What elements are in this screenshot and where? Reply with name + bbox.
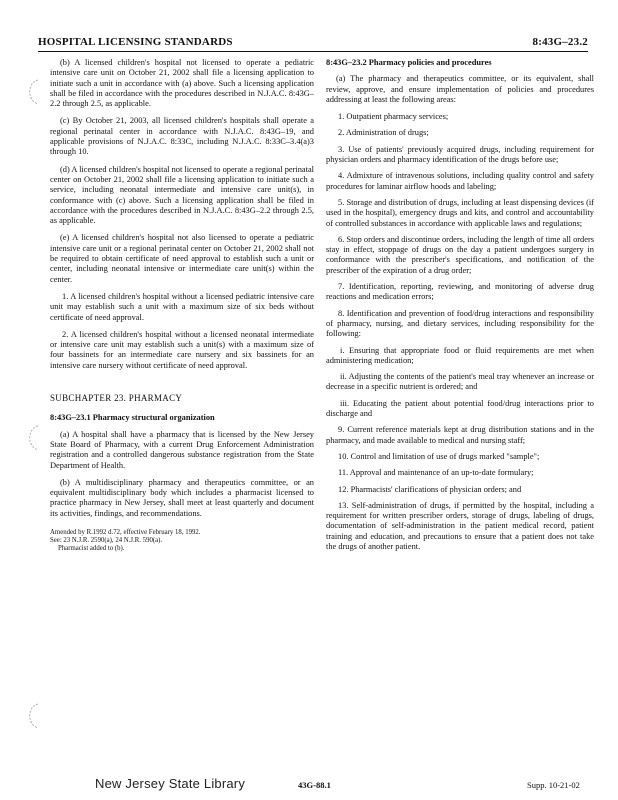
list-item: 5. Storage and distribution of drugs, including at least dispensing devices (if used in the hospital), emergency drugs and kits, and control and accountability of controlled substances in accordance with applicable laws and regulations; [326,197,594,228]
supplement-date: Supp. 10-21-02 [527,780,580,790]
list-item: 9. Current reference materials kept at drug distribution stations and in the pharmacy, and made available to medical and nursing staff; [326,425,594,445]
right-column [326,58,594,558]
list-item: 12. Pharmacists' clarifications of physician orders; and [338,484,522,494]
binder-hole-top [24,78,42,106]
list-item: 8. Identification and prevention of food/drug interactions and responsibility of pharmacy, nursing, and dietary services, including responsibility for the following: [326,308,594,339]
binder-hole-middle [24,424,42,452]
list-item: 13. Self-administration of drugs, if permitted by the hospital, including a requirement for written prescriber orders, storage of drugs, labeling of drugs, documentation of self-administration in the patient medical record, patient training and education, and precautions to ensure that a patient does not take the drugs of another patient. [326,500,594,551]
library-stamp: New Jersey State Library [95,776,246,791]
header-rule [38,51,588,52]
list-item: 7. Identification, reporting, reviewing, and monitoring of adverse drug reactions and medication errors; [326,282,594,302]
section-heading-23-2: 8:43G–23.2 Pharmacy policies and procedures [326,58,492,67]
page-number: 43G-88.1 [298,780,331,790]
list-item: 11. Approval and maintenance of an up-to-date formulary; [338,468,534,478]
subchapter-title: SUBCHAPTER 23. PHARMACY [50,393,183,404]
running-header [38,36,588,52]
list-item: 10. Control and limitation of use of drugs marked "sample"; [338,451,540,461]
list-item: 3. Use of patients' previously acquired drugs, including requirement for physician orders and pharmacy identification of the drugs before use; [326,144,594,165]
paragraph-d: (d) A licensed children's hospital not licensed to operate a regional perinatal center on October 21, 2002 shall file a licensing application to initiate such a service, including neonatal intermediate and intensive care unit(s), in conformance with (c) above. Such a licensing application shall be filed in accordance with the procedures described in N.J.A.C. 8:43G–2.2 through 2.5, as applicable. [50,164,314,226]
roman-list-item: ii. Adjusting the contents of the patient's meal tray whenever an increase or decrease in a specific nutrient is ordered; and [326,372,594,392]
header-title: HOSPITAL LICENSING STANDARDS [38,36,233,48]
section-heading-23-1: 8:43G–23.1 Pharmacy structural organization [50,413,215,423]
roman-list-item: iii. Educating the patient about potential food/drug interactions prior to discharge and [326,398,594,419]
header-section-number: 8:43G–23.2 [532,36,588,48]
paragraph-b: (b) A licensed children's hospital not licensed to operate a pediatric intensive care unit on October 21, 2002 shall file a licensing application to initiate such a unit in accordance with (a) above. Such a licensing application shall be filed in accordance with the procedures described in N.J.A.C. 8:43G–2.2 through 2.5, as applicable. [50,58,314,109]
history-note-line: See: 23 N.J.R. 2590(a), 24 N.J.R. 590(a). [50,536,163,544]
roman-list-item: i. Ensuring that appropriate food or fluid requirements are met when administering medication; [326,345,594,365]
section-23-2-intro: (a) The pharmacy and therapeutics committee, or its equivalent, shall review, approve, and ensure implementation of policies and procedures addressing at least the following areas: [326,74,594,104]
list-item: 1. Outpatient pharmacy services; [338,112,449,122]
list-item: 2. Administration of drugs; [338,128,429,138]
left-column [50,58,314,553]
history-note [50,529,314,553]
section-23-1-paragraph-a: (a) A hospital shall have a pharmacy that is licensed by the New Jersey State Board of Pharmacy, with a current Drug Enforcement Administration registration and a controlled dangerous substance registration from the State Department of Health. [50,429,314,470]
subparagraph-1: 1. A licensed children's hospital without a licensed pediatric intensive care unit may establish such a unit with a maximum size of six beds without certificate of need approval. [50,291,314,322]
subparagraph-2: 2. A licensed children's hospital without a licensed neonatal intermediate or intensive care unit may establish such a unit(s) with a maximum size of four bassinets for an intermediate care nursery and six bassinets for an intensive care nursery without certificate of need approval. [50,329,314,370]
list-item: 6. Stop orders and discontinue orders, including the length of time all orders stay in effect, stoppage of drugs on the day a patient undergoes surgery in conformance with the prescriber's specifications, and notification of the prescriber of the expiration of a drug order; [326,234,594,275]
binder-hole-bottom [24,702,42,730]
paragraph-c: (c) By October 21, 2003, all licensed children's hospitals shall operate a regional perinatal center in accordance with N.J.A.C. 8:43G–19, and applicable provisions of N.J.A.C. 8:33C, including N.J.A.C. 8:33C–3.4(a)3 through 10. [50,116,314,157]
list-item: 4. Admixture of intravenous solutions, including quality control and safety procedures for laminar airflow hoods and labeling; [326,171,594,191]
section-23-1-paragraph-b: (b) A multidisciplinary pharmacy and therapeutics committee, or an equivalent multidisciplinary body which includes a pharmacist licensed to practice pharmacy in New Jersey, shall meet at least quarterly and document its activities, findings, and recommendations. [50,477,314,518]
history-note-line: Pharmacist added to (b). [58,544,125,552]
history-note-line: Amended by R.1992 d.72, effective February 18, 1992. [50,528,201,536]
paragraph-e: (e) A licensed children's hospital not also licensed to operate a pediatric intensive care unit or a regional perinatal center on October 21, 2002 shall not be required to obtain certificate of need approval to establish such a unit or center, including neonatal intensive or intermediate care unit(s) within the center. [50,233,314,284]
